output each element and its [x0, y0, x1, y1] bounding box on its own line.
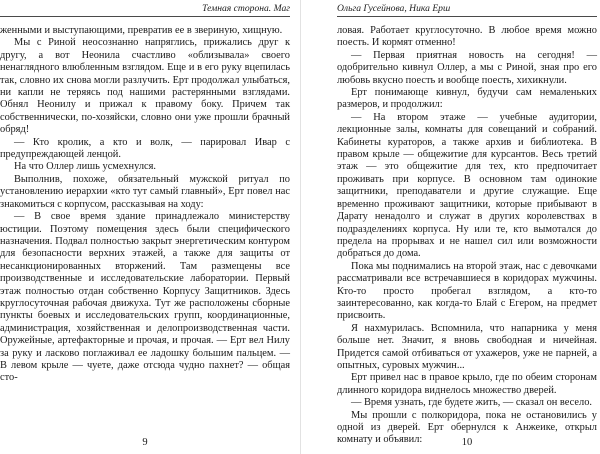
paragraph: Ерт привел нас в правое крыло, где по обеим сторонам длинного коридора виднелось множество дверей.	[337, 372, 597, 396]
paragraph: — В свое время здание принадлежало министерству юстиции. Поэтому помещения здесь были специфического назначения. Подвал полностью закрыт энергетическим контуром для безопасности верхних этажей, а также для защиты от несанкционированных вторжений. Там размещены все производственные и исследовательские лаборатории. Первый этаж полностью отдан собственно Корпусу Защитников. Здесь круглосуточная рабочая движуха. Тут же расположены сборные пункты боевых и исследовательских групп, координационные, администрация, хозяйственная и делопроизводственная части. Оружейные, артефакторные и прочая, и прочая. — Ерт вел Нилу за руку и ласково поглаживал ее ладошку большим пальцем. — В левом крыле — чуете, даже отсюда чудно пахнет? — общая сто-	[0, 211, 290, 384]
page-gutter-divider	[300, 0, 301, 454]
page-right[interactable]	[337, 0, 597, 454]
page-right-body	[337, 25, 597, 447]
paragraph: Мы с Риной неосознанно напряглись, прижались друг к другу, а вот Неонила счастливо «облизывала» своего ненаглядного влюбленным взглядом. Еще и в его руку вцепилась так, словно их снова могли разлучить. Ерт продолжал улыбаться, ни капли не теряясь под нашими растерянными взглядами. Обнял Неонилу и прижал к правому боку. Причем так собственнически, по-хозяйски, словно они уже прошли брачный обряд!	[0, 37, 290, 136]
paragraph: — Первая приятная новость на сегодня! — одобрительно кивнул Оллер, а мы с Риной, зная про его любовь вкусно поесть и вообще поесть, хихикнули.	[337, 49, 597, 86]
paragraph: Пока мы поднимались на второй этаж, нас с девочками рассматривали все встречавшиеся в коридорах мужчины. Кто-то просто пробегал взглядом, а кто-то заинтересованно, как когда-то Блай с Егером, на предмет присвоить.	[337, 260, 597, 322]
paragraph: Я нахмурилась. Вспомнила, что напарника у меня больше нет. Значит, я вновь свободная и ничейная. Придется самой отбиваться от ухажеров, уже не парней, а опытных, суровых мужчин...	[337, 322, 597, 371]
page-left[interactable]	[0, 0, 290, 454]
paragraph: На что Оллер лишь усмехнулся.	[14, 161, 157, 173]
paragraph: — Кто кролик, а кто и волк, — парировал Ивар с предупреждающей ленцой.	[0, 136, 290, 161]
page-left-body	[0, 25, 290, 385]
paragraph: женными и выступающими, превратив ее в звериную, хищную.	[0, 25, 283, 36]
page-number-left: 9	[142, 437, 148, 448]
page-number-right: 10	[461, 437, 473, 448]
running-head-left: Темная сторона. Маг	[0, 0, 290, 17]
paragraph: Мы прошли с полкоридора, пока не остановились у одной из дверей. Ерт обернулся к Анжеике, открыл комнату и объявил:	[337, 409, 597, 446]
paragraph: — Время узнать, где будете жить, — сказал он весело.	[351, 397, 592, 409]
paragraph: — На втором этаже — учебные аудитории, лекционные залы, комнаты для совещаний и собраний. Кабинеты кураторов, а также архив и библиотека. В правом крыле — общежитие для курсантов. Весь третий этаж — это общежитие для тех, кто предпочитает проживать при корпусе. В основном там одинокие защитники, преподаватели и другие служащие. Еще временно проживают защитники, которые прибывают в Дарату ненадолго и служат в других королевствах в подразделениях корпуса. Ну или те, кто вымотался до предела на прорывах и не нашел сил или возможности добраться до дома.	[337, 111, 597, 260]
paragraph: ловая. Работает круглосуточно. В любое время можно поесть. И кормят отменно!	[337, 25, 597, 49]
paragraph: Ерт понимающе кивнул, будучи сам немаленьких размеров, и продолжил:	[337, 87, 597, 111]
running-head-right: Ольга Гусейнова, Ника Ерш	[337, 0, 597, 17]
paragraph: Выполнив, похоже, обязательный мужской ритуал по установлению иерархии «кто тут самый главный», Ерт повел нас знакомиться с корпусом, рассказывая на ходу:	[0, 173, 290, 210]
